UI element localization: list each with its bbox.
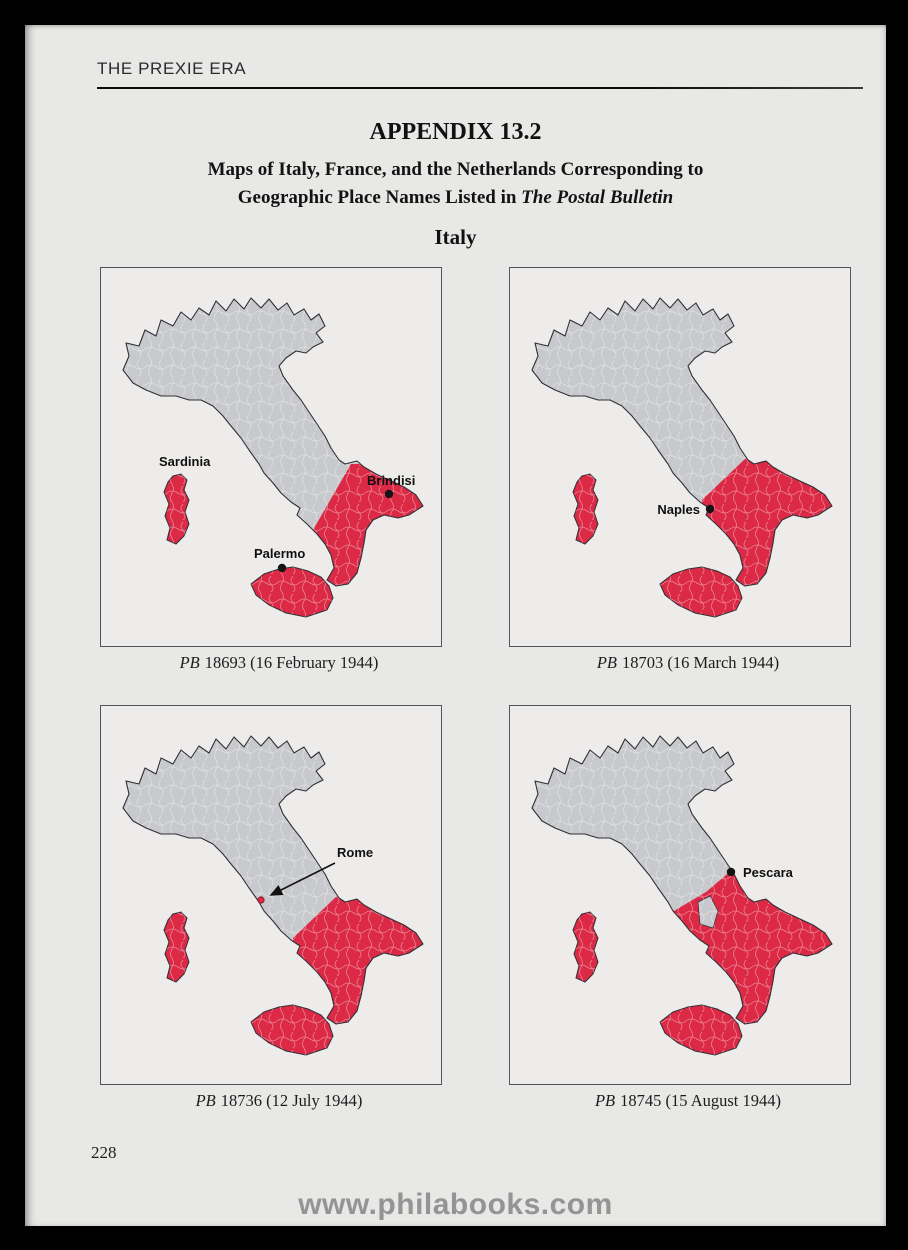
map-caption bbox=[109, 653, 449, 673]
italy-map-canvas bbox=[101, 268, 441, 646]
city-dot bbox=[727, 868, 735, 876]
italy-map-canvas bbox=[510, 268, 850, 646]
map-caption bbox=[518, 1091, 858, 1111]
city-label: Brindisi bbox=[367, 473, 416, 488]
map-caption bbox=[518, 653, 858, 673]
caption-text: 18693 (16 February 1944) bbox=[204, 653, 379, 672]
appendix-title: APPENDIX 13.2 bbox=[369, 119, 542, 145]
map-caption bbox=[109, 1091, 449, 1111]
caption-pb-italic: PB bbox=[594, 1091, 616, 1110]
caption-text: 18745 (15 August 1944) bbox=[620, 1091, 782, 1110]
city-dot bbox=[706, 505, 714, 513]
italy-map-canvas bbox=[101, 706, 441, 1084]
postal-bulletin-italic: The Postal Bulletin bbox=[521, 187, 674, 208]
texture-overlay bbox=[532, 736, 832, 1024]
city-dot bbox=[258, 897, 264, 903]
section-heading-italy: Italy bbox=[434, 225, 477, 249]
header-rule bbox=[97, 87, 863, 89]
city-label: Sardinia bbox=[159, 454, 211, 469]
book-page bbox=[25, 25, 886, 1226]
texture-overlay bbox=[123, 298, 423, 586]
texture-overlay bbox=[532, 298, 832, 586]
city-label: Rome bbox=[337, 845, 374, 860]
city-label: Naples bbox=[657, 502, 700, 517]
city-label: Palermo bbox=[254, 546, 306, 561]
map-panel-aug-1944 bbox=[509, 705, 851, 1085]
subtitle-line-1: Maps of Italy, France, and the Netherlands Corresponding to bbox=[207, 159, 704, 180]
italy-map-canvas bbox=[510, 706, 850, 1084]
city-dot bbox=[278, 564, 286, 572]
caption-pb-italic: PB bbox=[195, 1091, 216, 1110]
caption-text: 18703 (16 March 1944) bbox=[621, 653, 780, 672]
map-panel-jul-1944 bbox=[100, 705, 442, 1085]
caption-text: 18736 (12 July 1944) bbox=[220, 1091, 363, 1110]
watermark: www.philabooks.com bbox=[298, 1188, 613, 1221]
city-dot bbox=[385, 490, 393, 498]
map-panel-feb-1944 bbox=[100, 267, 442, 647]
texture-overlay bbox=[123, 736, 423, 1024]
map-panel-mar-1944 bbox=[509, 267, 851, 647]
subtitle-line-2 bbox=[25, 187, 886, 209]
page-number: 228 bbox=[91, 1143, 117, 1162]
running-head: THE PREXIE ERA bbox=[97, 59, 247, 78]
subtitle-line-2-prefix: Geographic Place Names Listed in bbox=[237, 187, 522, 208]
caption-pb-italic: PB bbox=[179, 653, 200, 672]
caption-pb-italic: PB bbox=[596, 653, 617, 672]
city-label: Pescara bbox=[743, 865, 793, 880]
